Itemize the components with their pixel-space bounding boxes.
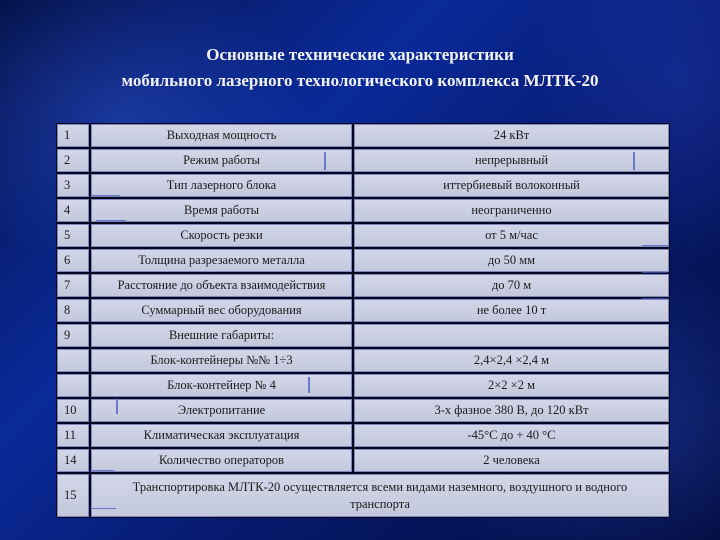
table-row: [56, 299, 670, 322]
parameter-value: 24 кВт: [354, 124, 669, 147]
parameter-name: Суммарный вес оборудования: [91, 299, 352, 322]
parameter-name: Расстояние до объекта взаимодействия: [91, 274, 352, 297]
table-row: [56, 274, 670, 297]
parameter-name: Внешние габариты:: [91, 324, 352, 347]
table-row: [56, 224, 670, 247]
parameter-value: непрерывный: [354, 149, 669, 172]
title-line-2: мобильного лазерного технологического комплекса МЛТК-20: [121, 71, 599, 90]
parameter-name: Блок-контейнеры №№ 1÷3: [91, 349, 352, 372]
parameter-value: 2×2 ×2 м: [354, 374, 669, 397]
parameter-value: до 70 м: [354, 274, 669, 297]
page-title: [0, 42, 720, 94]
row-number: 5: [57, 224, 89, 247]
row-number: [57, 349, 89, 372]
parameter-name: Толщина разрезаемого металла: [91, 249, 352, 272]
row-number: 9: [57, 324, 89, 347]
row-number: 8: [57, 299, 89, 322]
table-row: [56, 174, 670, 197]
parameter-value: [354, 324, 669, 347]
row-number: [57, 374, 89, 397]
parameter-name: Электропитание: [91, 399, 352, 422]
parameter-value: 2 человека: [354, 449, 669, 472]
table-row: [56, 474, 670, 517]
parameter-name: Тип лазерного блока: [91, 174, 352, 197]
decorative-stroke: [642, 298, 668, 299]
table-row: [56, 149, 670, 172]
parameter-name: Блок-контейнер № 4: [91, 374, 352, 397]
parameter-value: до 50 мм: [354, 249, 669, 272]
parameter-name: Время работы: [91, 199, 352, 222]
specifications-table: [56, 123, 670, 518]
decorative-stroke: [96, 220, 126, 221]
parameter-value: 2,4×2,4 ×2,4 м: [354, 349, 669, 372]
parameter-value: неограниченно: [354, 199, 669, 222]
title-line-1: Основные технические характеристики: [206, 45, 514, 64]
decorative-stroke: [308, 377, 310, 393]
parameter-value: -45°С до + 40 °С: [354, 424, 669, 447]
parameter-value: не более 10 т: [354, 299, 669, 322]
parameter-name: Количество операторов: [91, 449, 352, 472]
table-row: [56, 399, 670, 422]
parameter-name: Климатическая эксплуатация: [91, 424, 352, 447]
decorative-stroke: [642, 272, 668, 273]
decorative-stroke: [642, 245, 668, 246]
table-row: [56, 324, 670, 347]
parameter-value: от 5 м/час: [354, 224, 669, 247]
decorative-stroke: [324, 152, 326, 170]
parameter-name: Скорость резки: [91, 224, 352, 247]
row-number: 3: [57, 174, 89, 197]
decorative-stroke: [90, 470, 114, 471]
table-row: [56, 249, 670, 272]
row-number: 15: [57, 474, 89, 517]
parameter-value: 3-х фазное 380 В, до 120 кВт: [354, 399, 669, 422]
decorative-stroke: [633, 152, 635, 170]
transport-note: Транспортировка МЛТК-20 осуществляется всеми видами наземного, воздушного и водного транспорта: [91, 474, 669, 517]
row-number: 14: [57, 449, 89, 472]
row-number: 10: [57, 399, 89, 422]
row-number: 11: [57, 424, 89, 447]
decorative-stroke: [116, 398, 118, 414]
row-number: 2: [57, 149, 89, 172]
parameter-name: Выходная мощность: [91, 124, 352, 147]
table-row: [56, 124, 670, 147]
decorative-stroke: [92, 508, 116, 509]
decorative-stroke: [92, 195, 120, 196]
row-number: 7: [57, 274, 89, 297]
parameter-value: иттербиевый волоконный: [354, 174, 669, 197]
row-number: 1: [57, 124, 89, 147]
table-row: [56, 374, 670, 397]
table-row: [56, 449, 670, 472]
table-row: [56, 424, 670, 447]
parameter-name: Режим работы: [91, 149, 352, 172]
row-number: 6: [57, 249, 89, 272]
row-number: 4: [57, 199, 89, 222]
table-row: [56, 199, 670, 222]
table-row: [56, 349, 670, 372]
